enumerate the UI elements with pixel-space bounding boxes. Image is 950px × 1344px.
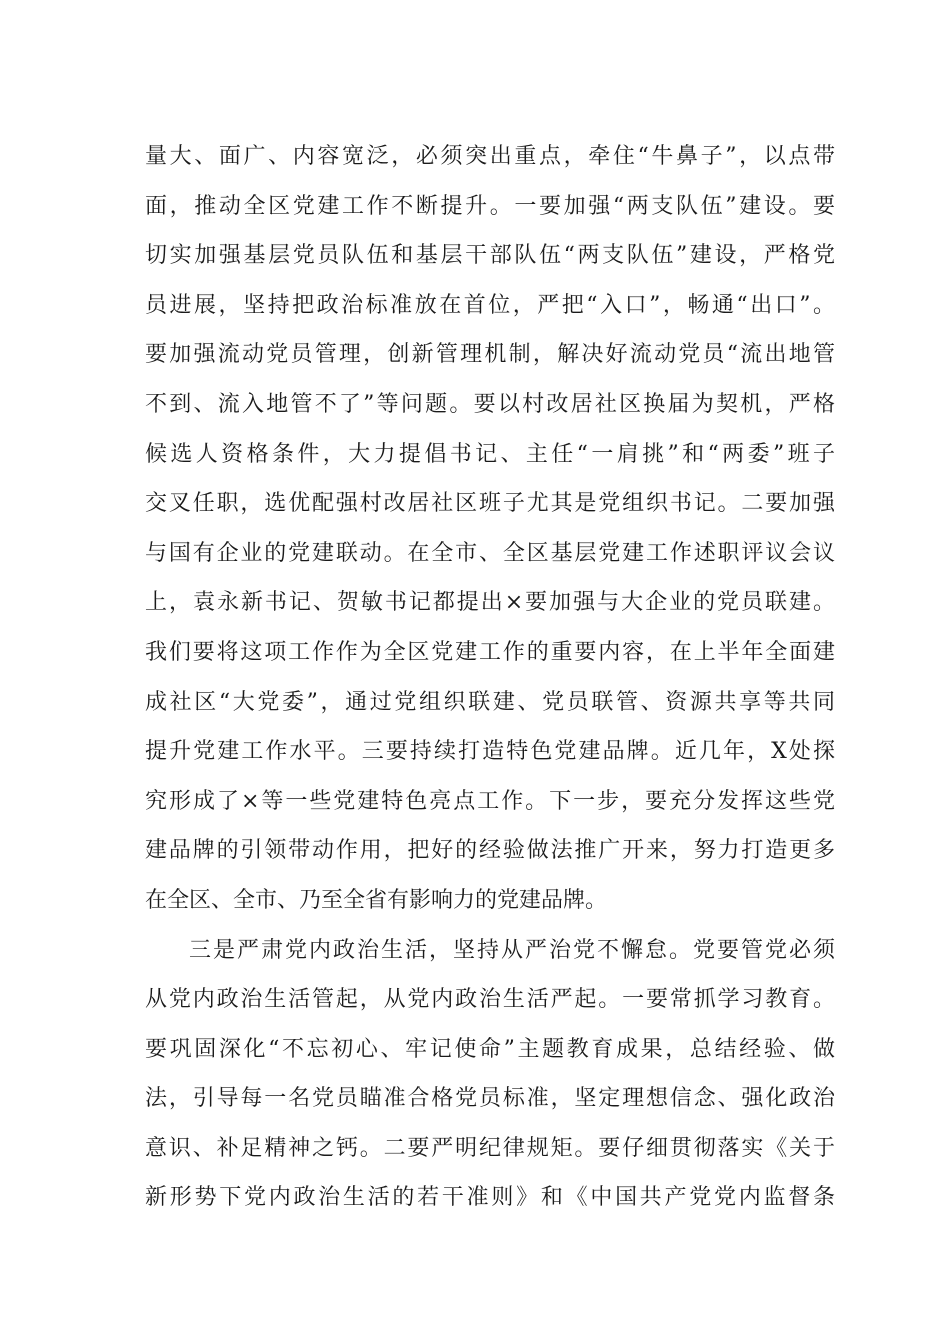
text-line: 交叉任职，选优配强村改居社区班子尤其是党组织书记。二要加强 (145, 491, 835, 517)
text-line: 与国有企业的党建联动。在全市、全区基层党建工作述职评议会议 (145, 540, 835, 566)
text-line: 要加强流动党员管理，创新管理机制，解决好流动党员“流出地管 (145, 342, 835, 368)
text-line: 员进展，坚持把政治标准放在首位，严把“入口”，畅通“出口”。 (145, 292, 835, 318)
text-line: 上，袁永新书记、贺敏书记都提出×要加强与大企业的党员联建。 (145, 590, 835, 616)
paragraph-start-line: 三是严肃党内政治生活，坚持从严治党不懈怠。党要管党必须 (189, 937, 835, 963)
paragraph-end-line: 在全区、全市、乃至全省有影响力的党建品牌。 (145, 887, 608, 913)
text-line: 从党内政治生活管起，从党内政治生活严起。一要常抓学习教育。 (145, 987, 835, 1013)
text-line: 候选人资格条件，大力提倡书记、主任“一肩挑”和“两委”班子 (145, 441, 835, 467)
text-line: 提升党建工作水平。三要持续打造特色党建品牌。近几年，X处探 (145, 739, 835, 765)
text-line: 量大、面广、内容宽泛，必须突出重点，牵住“牛鼻子”，以点带 (145, 144, 835, 169)
text-line: 我们要将这项工作作为全区党建工作的重要内容，在上半年全面建 (145, 639, 835, 665)
text-line: 新形势下党内政治生活的若干准则》和《中国共产党党内监督条 (145, 1185, 835, 1211)
text-line: 建品牌的引领带动作用，把好的经验做法推广开来，努力打造更多 (145, 838, 835, 864)
text-line: 究形成了×等一些党建特色亮点工作。下一步，要充分发挥这些党 (145, 788, 835, 814)
text-line: 面，推动全区党建工作不断提升。一要加强“两支队伍”建设。要 (145, 193, 835, 219)
text-line: 不到、流入地管不了”等问题。要以村改居社区换届为契机，严格 (145, 391, 835, 417)
text-line: 成社区“大党委”，通过党组织联建、党员联管、资源共享等共同 (145, 689, 835, 715)
text-line: 意识、补足精神之钙。二要严明纪律规矩。要仔细贯彻落实《关于 (145, 1135, 835, 1161)
text-line: 切实加强基层党员队伍和基层干部队伍“两支队伍”建设，严格党 (145, 243, 835, 269)
text-line: 法，引导每一名党员瞄准合格党员标准，坚定理想信念、强化政治 (145, 1086, 835, 1112)
body-text (145, 132, 835, 1223)
text-line: 要巩固深化“不忘初心、牢记使命”主题教育成果，总结经验、做 (145, 1036, 835, 1062)
